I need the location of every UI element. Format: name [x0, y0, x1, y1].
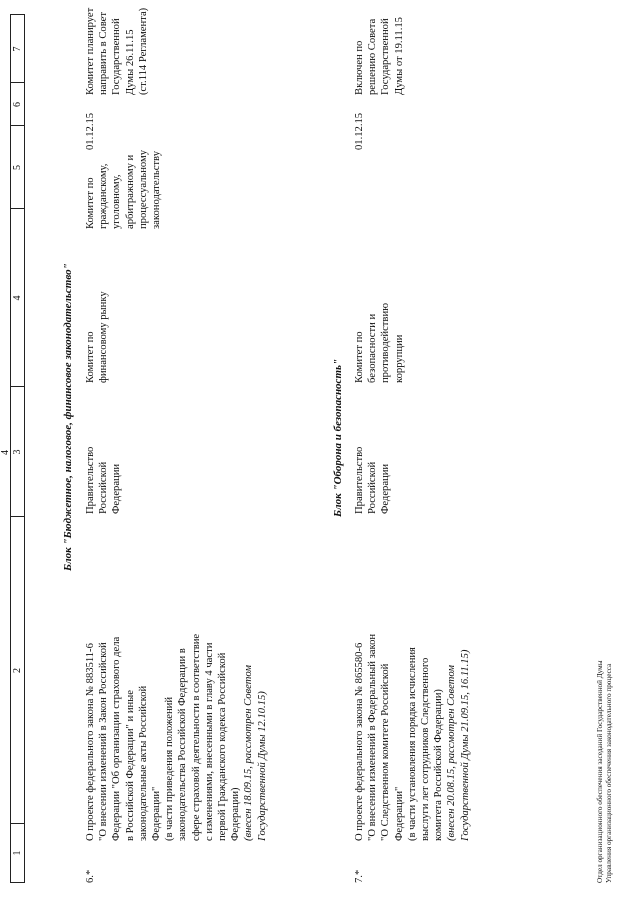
page-number: 4	[0, 450, 11, 455]
item-status: Комитет планирует направить в Совет Государственной Думы 26.11.15 (ст.114 Регламента)	[85, 7, 149, 95]
column-header-row	[10, 14, 25, 883]
item-status: Включен по решению Совета Государственной Думы от 19.11.15	[354, 17, 405, 95]
item-responsible-committee: Комитет по безопасности и противодействию коррупции	[354, 302, 405, 383]
col-header-3: 3	[12, 449, 23, 455]
col-header-7: 7	[12, 46, 23, 52]
col-header-5: 5	[12, 165, 23, 170]
col-header-4: 4	[12, 295, 23, 301]
item-description: О проекте федерального закона № 883511-6 "О внесении изменений в Закон Российской Федерации "Об организации страхового дела в Российской Федерации" и иные законодательные акты Российской Федерации" (в части приведения положений законодательства Российской Федерации в сфере страховой деятельности в соответствие с изменениями, внесенными в главу 4 части первой Гражданского кодекса Российской Федерации) (внесен 18.09.15, рассмотрен Советом Государственной Думы 12.10.15)	[85, 633, 268, 841]
footer-note: Отдел организационного обеспечения заседаний Государственной Думы Управления организационного обеспечения законодательного процесса	[596, 660, 613, 883]
item-date: 01.12.15	[354, 112, 365, 150]
item-responsible-committee: Комитет по финансовому рынку	[85, 291, 110, 383]
item-description: О проекте федерального закона № 865580-6 "О внесении изменений в Федеральный закон "О Следственном комитете Российской Федерации" (в части установления порядка исчисления выслуги лет сотрудников Следственного комитета Российской Федерации) (внесен 20.08.15, рассмотрен Советом Государственной Думы 21.09.15, 16.11.15)	[354, 633, 471, 841]
item-date: 01.12.15	[85, 112, 96, 150]
col-header-2: 2	[12, 668, 23, 673]
block-title-defense: Блок "Оборона и безопасность"	[332, 358, 344, 517]
col-header-1: 1	[12, 850, 23, 856]
col-header-6: 6	[12, 102, 23, 107]
item-number: 6.*	[85, 869, 96, 883]
item-initiator: Правительство Российской Федерации	[354, 446, 392, 514]
block-title-budget: Блок "Бюджетное, налоговое, финансовое законодательство"	[62, 263, 74, 571]
item-initiator: Правительство Российской Федерации	[85, 446, 123, 514]
item-co-committee: Комитет по гражданскому, уголовному, арбитражному и процессуальному законодательству	[85, 150, 163, 229]
item-number: 7.*	[354, 869, 365, 883]
